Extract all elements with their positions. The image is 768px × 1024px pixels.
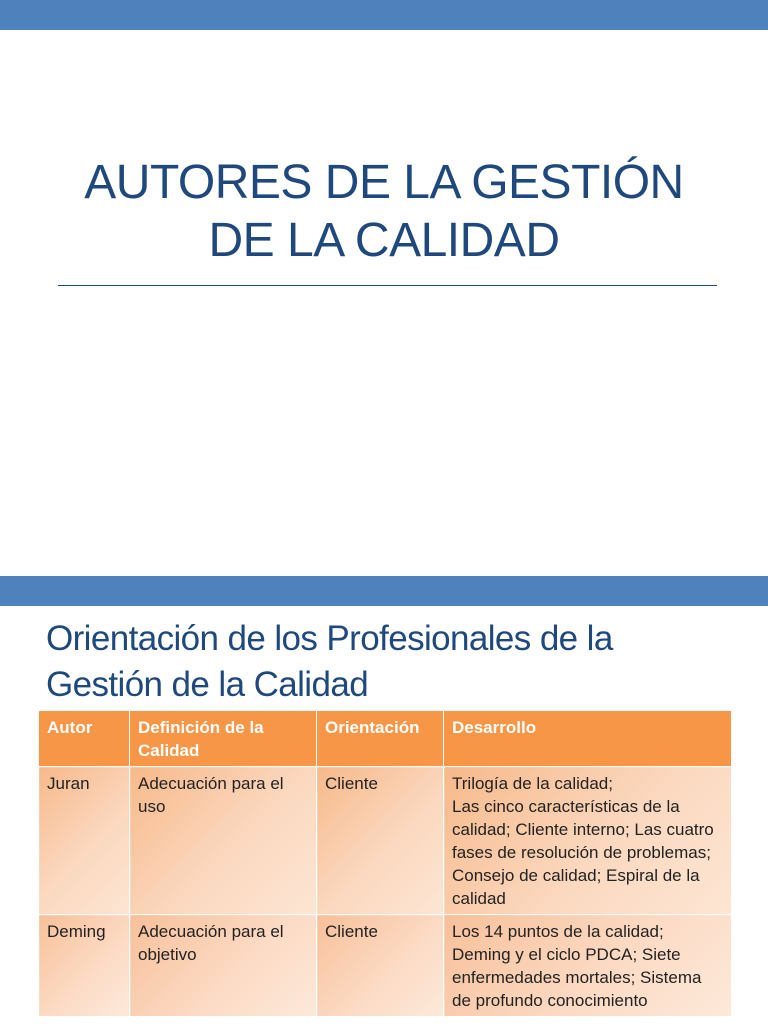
header-definicion: Definición de la Calidad [130, 711, 317, 767]
header-desarrollo: Desarrollo [444, 711, 732, 767]
title-underline [58, 285, 717, 286]
cell-autor: Juran [39, 767, 130, 915]
desarrollo-line: Los 14 puntos de la calidad; Deming y el ciclo PDCA; Siete enfermedades mortales; Sistema de profundo conocimiento [452, 922, 702, 1010]
table-row [39, 915, 732, 1017]
desarrollo-line: Las cinco características de la calidad; Cliente interno; Las cuatro fases de resolución de problemas; Consejo de calidad; Espiral de la calidad [452, 797, 714, 908]
cell-orientacion: Cliente [317, 915, 444, 1017]
header-orientacion: Orientación [317, 711, 444, 767]
title-line-2: DE LA CALIDAD [208, 214, 560, 267]
slide-orientation [0, 576, 768, 1024]
heading-line-2: Gestión de la Calidad [46, 665, 369, 704]
desarrollo-line: Trilogía de la calidad; [452, 774, 613, 793]
table-row [39, 767, 732, 915]
cell-autor: Deming [39, 915, 130, 1017]
cell-desarrollo [444, 915, 732, 1017]
slide-top-bar [0, 0, 768, 30]
cell-definicion: Adecuación para el uso [130, 767, 317, 915]
authors-table [38, 710, 732, 1017]
slide-heading [46, 616, 746, 708]
slide-top-bar [0, 576, 768, 606]
header-autor: Autor [39, 711, 130, 767]
cell-orientacion: Cliente [317, 767, 444, 915]
cell-definicion: Adecuación para el objetivo [130, 915, 317, 1017]
slide-title-heading [40, 154, 728, 270]
table-header-row [39, 711, 732, 767]
cell-desarrollo [444, 767, 732, 915]
title-line-1: AUTORES DE LA GESTIÓN [84, 156, 684, 209]
heading-line-1: Orientación de los Profesionales de la [46, 619, 613, 658]
